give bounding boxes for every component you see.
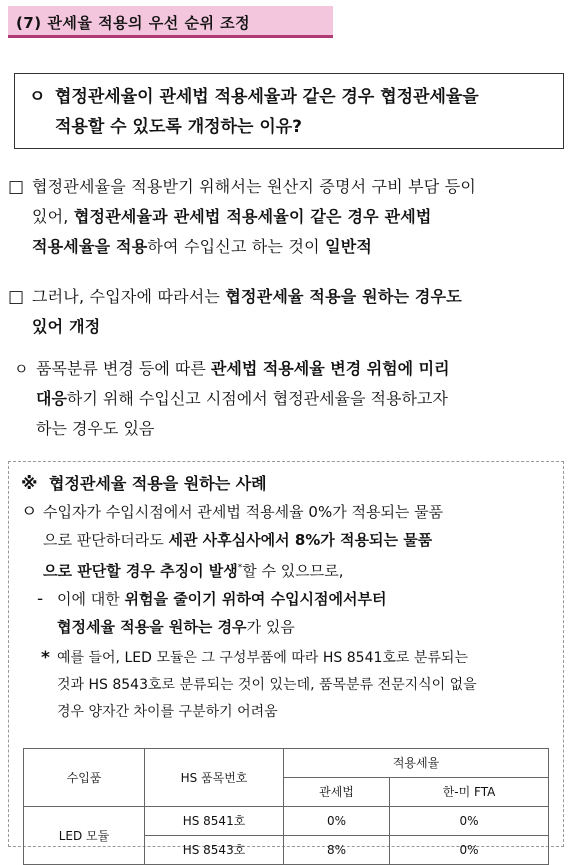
example-bullet-line3: [21, 554, 551, 585]
question-text-2: 적용할 수 있도록 개정하는 이유?: [55, 117, 303, 137]
example-dash-line2: [21, 613, 551, 641]
asterisk-icon: *: [41, 648, 50, 668]
para2-line2: 있어 개정: [32, 317, 101, 336]
para3-line1-b: 관세법 적용세율 변경 위험에 미리: [210, 359, 450, 378]
para1-line3: [8, 232, 564, 262]
example-dash-line1: [21, 585, 551, 613]
cell-hs: HS 8541호: [145, 807, 284, 836]
para2-line1-b: 협정관세율 적용을 원하는 경우도: [225, 287, 462, 306]
para1-line2-b: 협정관세율과 관세법 적용세율이 같은 경우 관세법: [73, 207, 432, 226]
header-customs: 관세법: [284, 778, 390, 807]
para3-line3: 하는 경우도 있음: [36, 419, 155, 438]
example-b-line2-a: 으로 판단하더라도: [43, 531, 169, 549]
example-d-line1-a: 이에 대한: [57, 590, 125, 608]
footnote-line2: 것과 HS 8543호로 분류되는 것이 있는데, 품목분류 전문지식이 없을: [57, 677, 477, 693]
paragraph-1: [8, 172, 564, 262]
para1-line3-b: 하여 수입신고 하는 것이: [147, 237, 326, 256]
question-text-1: 협정관세율이 관세법 적용세율과 같은 경우 협정관세율을: [55, 87, 479, 107]
header-fta: 한-미 FTA: [390, 778, 549, 807]
footnote-marker: *: [237, 563, 243, 573]
para3-line2-a: 대응: [36, 389, 67, 408]
para3-line2: [14, 384, 564, 414]
example-box: [8, 461, 564, 857]
example-bullet-line1: [21, 498, 551, 526]
cell-customs: 0%: [284, 807, 390, 836]
question-box: [14, 73, 564, 149]
example-d-line2-b: 가 있음: [246, 618, 295, 636]
header-item: 수입품: [24, 749, 145, 807]
example-b-line2-b: 세관 사후심사에서 8%가 적용되는 물품: [168, 531, 433, 549]
header-hs: HS 품목번호: [145, 749, 284, 807]
example-b-line3-a: 으로 판단할 경우 추징이 발생: [43, 562, 238, 580]
para1-line2: [8, 202, 564, 232]
example-b-line3-b: 할 수 있으므로,: [242, 562, 344, 580]
footnote-line1: 예를 들어, LED 모듈은 그 구성부품에 따라 HS 8541호로 분류되는: [57, 650, 468, 666]
para2-line1-a: 그러나, 수입자에 따라서는: [32, 287, 226, 306]
para3-line1-a: 품목분류 변경 등에 따른: [36, 359, 211, 378]
para1-line1: 협정관세율을 적용받기 위해서는 원산지 증명서 구비 부담 등이: [32, 177, 477, 196]
header-rate: 적용세율: [284, 749, 549, 778]
cell-fta: 0%: [390, 836, 549, 865]
circle-bullet-icon: ㅇ: [21, 502, 38, 522]
reference-mark-icon: ※: [21, 474, 38, 494]
circle-bullet-icon: ㅇ: [14, 360, 29, 378]
footnote-line3: 경우 양자간 차이를 구분하기 어려움: [57, 704, 278, 720]
example-title: [21, 470, 551, 498]
para1-line3-c: 일반적: [325, 237, 373, 256]
cell-customs: 8%: [284, 836, 390, 865]
section-title: (7) 관세율 적용의 우선 순위 조정: [8, 6, 333, 38]
cell-hs: HS 8543호: [145, 836, 284, 865]
paragraph-3: [14, 354, 564, 444]
square-bullet-icon: □: [8, 177, 25, 197]
example-d-line1: [57, 585, 387, 613]
example-b-line1: 수입자가 수입시점에서 관세법 적용세율 0%가 적용되는 물품: [43, 503, 444, 521]
paragraph-2: [8, 282, 564, 342]
para3-line2-b: 하기 위해 수입신고 시점에서 협정관세율을 적용하고자: [66, 389, 448, 408]
para2-line1: [32, 282, 462, 312]
dash-bullet-icon: -: [37, 589, 44, 609]
para1-line3-a: 적용세율을 적용: [32, 237, 148, 256]
table-row: [24, 807, 549, 836]
square-bullet-icon: □: [8, 287, 25, 307]
para3-line1: [36, 354, 450, 384]
example-bullet-line2: [21, 526, 551, 554]
tariff-table: [23, 748, 549, 865]
example-title-text: 협정관세율 적용을 원하는 사례: [49, 474, 267, 493]
example-d-line1-b: 위험을 줄이기 위하여 수입시점에서부터: [124, 590, 387, 608]
example-d-line2-a: 협정세율 적용을 원하는 경우: [57, 618, 247, 636]
cell-item: LED 모듈: [24, 807, 145, 865]
footnote: [21, 645, 551, 672]
para1-line2-a: 있어,: [32, 207, 74, 226]
circle-bullet-icon: ㅇ: [29, 87, 46, 107]
question-line: [29, 82, 549, 112]
cell-fta: 0%: [390, 807, 549, 836]
